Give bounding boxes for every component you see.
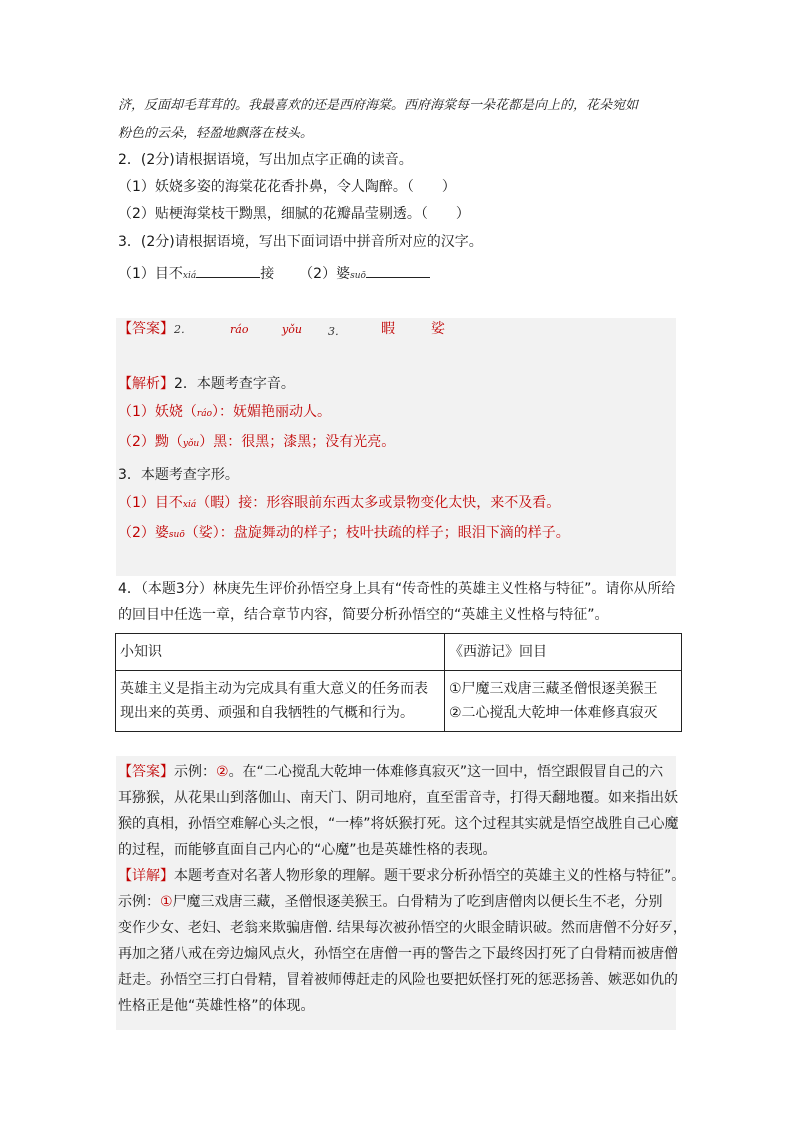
passage-line-2: 粉色的云朵，轻盈地飘落在枝头。: [118, 126, 314, 141]
analysis1-row-3: [118, 432, 395, 454]
answer2-row-2: 耳猕猴，从花果山到落伽山、南天门、阴司地府，直至雷音寺，打得天翻地覆。如来指出妖: [118, 790, 678, 806]
answer1-char-1: 暇: [381, 321, 395, 337]
table-header-left: 小知识: [116, 634, 445, 671]
analysis1-line5-pre: （1）目不: [118, 495, 183, 511]
knowledge-table: [115, 633, 682, 732]
analysis1-row-4: 3．本题考查字形。: [118, 467, 239, 483]
table-body-left: [116, 671, 445, 732]
q3-item2-pre: （2）婆: [299, 266, 351, 282]
detail-l1: 本题考查对名著人物形象的理解。题干要求分析孙悟空的英雄主义的性格与特征”。: [174, 868, 686, 884]
q3-item1-blank[interactable]: [196, 263, 260, 278]
table-body-left-line-2: 现出来的英勇、顽强和自我牺牲的气概和行为。: [120, 705, 414, 721]
analysis1-row-5: [118, 493, 560, 515]
q4-line-2: 的回目中任选一章，结合章节内容，简要分析孙悟空的“英雄主义性格与特征”。: [118, 607, 609, 623]
analysis1-line5-pinyin: xiá: [182, 500, 197, 510]
answer2-row-4: 的过程，而能够直面自己内心的“心魔”也是英雄性格的表现。: [118, 842, 497, 858]
q3-item2-blank[interactable]: [366, 263, 430, 278]
analysis1-line6-pinyin: suō: [168, 530, 185, 540]
detail-row-3: 变作少女、老妇、老翁来欺骗唐僧. 结果每次被孙悟空的火眼金睛识破。然而唐僧不分好歹，: [118, 920, 687, 936]
q3-item1-pre: （1）目不: [118, 266, 183, 282]
answer2-row-1: [118, 760, 663, 784]
answer1-pinyin-2: yǒu: [282, 323, 302, 336]
answer1-label: 【答案】: [118, 321, 174, 337]
detail-row-2: [118, 890, 663, 914]
analysis1-line2-pre: （1）妖娆（: [118, 404, 197, 420]
detail-row-4: 再加之猪八戒在旁边煽风点火，孙悟空在唐僧一再的警告之下最终因打死了白骨精而被唐僧: [118, 946, 678, 962]
analysis1-line5-post: （暇）接：形容眼前东西太多或景物变化太快，来不及看。: [196, 495, 561, 511]
q3-item1-pinyin: xiá: [182, 271, 197, 281]
detail-l2-mark: ①: [160, 894, 173, 910]
answer2-row-3: 猴的真相，孙悟空难解心头之恨，“一棒”将妖猴打死。这个过程其实就是悟空战胜自己心魔: [118, 816, 679, 832]
q3-item2-pinyin: suō: [350, 271, 366, 281]
passage-line-1: 济，反面却毛茸茸的。我最喜欢的还是西府海棠。西府海棠每一朵花都是向上的，花朵宛如: [118, 98, 639, 113]
answer2-l1-post: 。在“二心搅乱大乾坤一体难修真寂灭”这一回中，悟空跟假冒自己的六: [228, 764, 664, 780]
q2-item-1: （1）妖娆多姿的海棠花花香扑鼻，令人陶醉。（ ）: [118, 179, 456, 195]
q3-items: [118, 263, 430, 286]
analysis1-line-1: 2．本题考查字音。: [174, 376, 295, 392]
table-header-right: 《西游记》回目: [445, 634, 682, 671]
analysis1-line6-post: （娑）：盘旋舞动的样子；枝叶扶疏的样子；眼泪下滴的样子。: [184, 525, 570, 541]
answer1-char-2: 娑: [431, 321, 445, 337]
answer1-pinyin-1: ráo: [230, 323, 249, 336]
analysis1-row-6: [118, 523, 570, 545]
table-header-row: [116, 634, 682, 671]
q4-line-1: 4．（本题3分）林庚先生评价孙悟空身上具有“传奇性的英雄主义性格与特征”。请你从所给: [118, 581, 676, 597]
analysis1-line3-pinyin: yǒu: [182, 439, 200, 449]
table-body-left-line-1: 英雄主义是指主动为完成具有重大意义的任务而表: [120, 681, 428, 697]
answer1-row: [118, 319, 192, 340]
table-body-right-line-1: ①尸魔三戏唐三藏圣僧恨逐美猴王: [449, 681, 658, 697]
analysis1-line6-pre: （2）婆: [118, 525, 169, 541]
answer1-num2: 2．: [174, 323, 192, 336]
table-body-row: [116, 671, 682, 732]
table-body-right-line-2: ②二心搅乱大乾坤一体难修真寂灭: [449, 705, 658, 721]
detail-label: 【详解】: [118, 868, 174, 884]
analysis1-line3-pre: （2）黝（: [118, 434, 183, 450]
answer2-l1-mark: ②: [216, 764, 229, 780]
analysis1-row-1: [118, 374, 295, 394]
analysis1-label: 【解析】: [118, 376, 174, 392]
analysis1-line3-post: ）黑：很黑；漆黑；没有光亮。: [199, 434, 396, 450]
detail-l2-post: 尸魔三戏唐三藏，圣僧恨逐美猴王。白骨精为了吃到唐僧肉以便长生不老，分别: [172, 894, 663, 910]
analysis1-row-2: [118, 402, 331, 424]
table-body-right: [445, 671, 682, 732]
q3-stem: 3．(2分)请根据语境，写出下面词语中拼音所对应的汉字。: [118, 234, 483, 250]
answer1-num3: 3．: [328, 325, 346, 338]
detail-row-6: 性格正是他“英雄性格”的体现。: [118, 998, 315, 1014]
q3-item1-post: 接: [260, 266, 275, 282]
q2-stem: 2．(2分)请根据语境，写出加点字正确的读音。: [118, 152, 413, 168]
answer2-l1-pre: 示例：: [174, 764, 216, 780]
detail-row-5: 赶走。孙悟空三打白骨精，冒着被师傅赶走的风险也要把妖怪打死的惩恶扬善、嫉恶如仇的: [118, 972, 678, 988]
detail-l2-pre: 示例：: [118, 894, 160, 910]
detail-row-1: [118, 864, 685, 888]
analysis1-line2-pinyin: ráo: [196, 409, 213, 419]
analysis1-line2-post: ）：妩媚艳丽动人。: [212, 404, 332, 420]
answer2-label: 【答案】: [118, 764, 174, 780]
q2-item-2: （2）贴梗海棠枝干黝黑，细腻的花瓣晶莹剔透。（ ）: [118, 206, 470, 222]
